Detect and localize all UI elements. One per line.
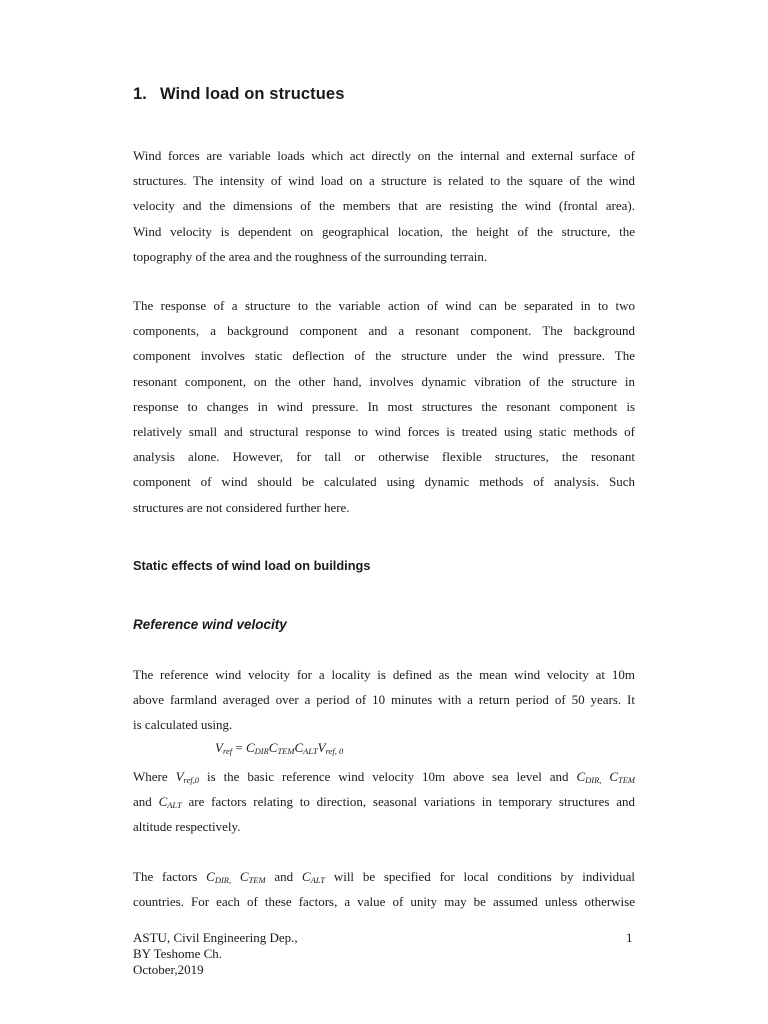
- text-line: The factors $C_{DIR,}$ $C_{TEM}$ and $C_{ALT}$ will be specified for local conditions by individual: [133, 869, 635, 885]
- text-line: analysis alone. However, for tall or otherwise flexible structures, the resonant: [133, 449, 635, 465]
- subsubheading-reference-velocity: Reference wind velocity: [133, 617, 287, 632]
- footer-date: October,2019: [133, 962, 204, 977]
- text-line: relatively small and structural response to wind forces is treated using static methods of: [133, 423, 635, 439]
- text-line: altitude respectively.: [133, 819, 241, 835]
- subheading-static-effects: Static effects of wind load on buildings: [133, 558, 371, 573]
- text-line: Wind forces are variable loads which act directly on the internal and external surface of: [133, 148, 635, 163]
- text-line: velocity and the dimensions of the members that are resisting the wind (frontal area).: [133, 198, 635, 214]
- paragraph-reference-velocity: [133, 662, 635, 738]
- text-line: component involves static deflection of the structure under the wind pressure. The: [133, 348, 635, 364]
- section-heading: [133, 85, 344, 104]
- page-footer: [133, 930, 298, 978]
- reference-velocity-formula: $V_{ref} = C_{DIR}C_{TEM}C_{ALT}V_{ref, 0}$: [215, 740, 344, 756]
- paragraph-wind-forces: [133, 143, 635, 269]
- text-line: structures. The intensity of wind load on a structure is related to the square of the wind: [133, 173, 635, 189]
- text-line: response to changes in wind pressure. In most structures the resonant component is: [133, 398, 635, 414]
- text-line: The reference wind velocity for a locality is defined as the mean wind velocity at 10m: [133, 667, 635, 682]
- text-line: and $C_{ALT}$ are factors relating to direction, seasonal variations in temporary structures and: [133, 794, 635, 811]
- footer-author: BY Teshome Ch.: [133, 946, 223, 961]
- text-line: countries. For each of these factors, a value of unity may be assumed unless otherwise: [133, 894, 635, 910]
- text-line: components, a background component and a resonant component. The background: [133, 323, 635, 339]
- text-line: The response of a structure to the variable action of wind can be separated in to two: [133, 298, 635, 313]
- text-line: above farmland averaged over a period of 10 minutes with a return period of 50 years. It: [133, 692, 635, 708]
- section-number: 1.: [133, 85, 147, 103]
- paragraph-structure-response: [133, 293, 635, 520]
- text-line: topography of the area and the roughness of the surrounding terrain.: [133, 248, 488, 264]
- text-line: Wind velocity is dependent on geographical location, the height of the structure, the: [133, 223, 635, 239]
- text-line: resonant component, on the other hand, involves dynamic vibration of the structure in: [133, 373, 635, 389]
- section-title: Wind load on structues: [160, 85, 345, 103]
- footer-department: ASTU, Civil Engineering Dep.,: [133, 930, 298, 945]
- text-line: structures are not considered further here.: [133, 499, 350, 515]
- text-line: Where $V_{ref,0}$ is the basic reference wind velocity 10m above sea level and $C_{DIR,}$ $C_{TEM}$: [133, 769, 636, 785]
- text-line: component of wind should be calculated using dynamic methods of analysis. Such: [133, 474, 635, 490]
- text-line: is calculated using.: [133, 717, 233, 733]
- paragraph-where: [133, 764, 635, 840]
- paragraph-factors: [133, 864, 635, 914]
- page-number: 1: [626, 930, 633, 945]
